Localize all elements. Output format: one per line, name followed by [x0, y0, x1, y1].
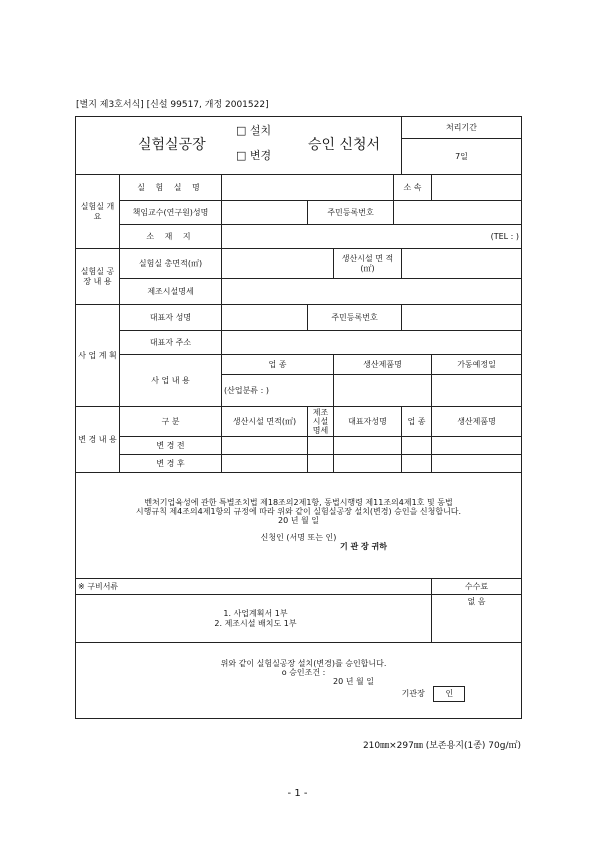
rep-address-field[interactable]	[222, 331, 522, 355]
industry-header: 업 종	[222, 355, 334, 375]
form-title: 실험실공장	[138, 137, 206, 153]
start-date-header: 가동예정일	[432, 355, 522, 375]
statement-line-1: 벤처기업육성에 관한 특별조치법 제18조의2제1항, 동법시행령 제11조의4제1호 및 동법	[144, 497, 453, 507]
location-label: 소 재 지	[120, 225, 222, 249]
business-content-label: 사 업 내 용	[120, 355, 222, 407]
change-area-header: 생산시설 면적(㎡)	[222, 407, 308, 437]
approval-condition: o 승인조건 :	[281, 667, 326, 677]
affiliation-label: 소 속	[394, 175, 432, 201]
fee-label: 수수료	[432, 579, 522, 595]
application-form	[75, 116, 522, 719]
approval-signoff	[88, 686, 509, 702]
after-industry-field[interactable]	[402, 455, 432, 473]
addressee: 기 관 장 귀하	[340, 542, 387, 552]
classification-label: (산업분류 : )	[224, 385, 269, 395]
document-item-1: 1. 사업계획서 1부	[223, 609, 288, 619]
documents-header: ※ 구비서류	[76, 579, 432, 595]
after-rep-field[interactable]	[334, 455, 402, 473]
rep-resident-no-label: 주민등록번호	[308, 305, 402, 331]
product-field[interactable]	[334, 375, 432, 407]
facility-detail-label: 제조시설명세	[120, 279, 222, 305]
section-overview: 실험실 개 요	[76, 175, 120, 249]
before-facility-field[interactable]	[308, 437, 334, 455]
product-header: 생산제품명	[334, 355, 432, 375]
before-change-label: 변 경 전	[120, 437, 222, 455]
rep-name-field[interactable]	[222, 305, 308, 331]
approval-section	[76, 643, 522, 719]
start-date-field[interactable]	[432, 375, 522, 407]
statement-line-2: 시행규칙 제4조의4제1항의 규정에 따라 위와 같이 실험실공장 설치(변경) 승인을 신청합니다.	[135, 506, 462, 516]
application-statement	[76, 473, 522, 579]
section-factory: 실험실 공 장 내 용	[76, 249, 120, 305]
form-title-tail: 승인 신청서	[308, 137, 381, 153]
change-facility-header: 제조시설명세	[308, 407, 334, 437]
rep-resident-no-field[interactable]	[402, 305, 522, 331]
documents-list	[76, 595, 432, 643]
approval-date: 20 년 월 일	[333, 677, 374, 687]
section-business: 사 업 계 획	[76, 305, 120, 407]
processing-period-label: 처리기간	[402, 117, 522, 139]
affiliation-field[interactable]	[432, 175, 522, 201]
professor-name-field[interactable]	[222, 201, 308, 225]
production-area-field[interactable]	[402, 249, 522, 279]
statement-date: 20 년 월 일	[278, 515, 319, 525]
form-header-note: [별지 제3호서식] [신설 99517, 개정 2001522]	[76, 100, 269, 110]
change-industry-header: 업 종	[402, 407, 432, 437]
production-area-label: 생산시설 면 적(㎡)	[334, 249, 402, 279]
page-number: - 1 -	[287, 788, 308, 799]
facility-detail-field[interactable]	[222, 279, 522, 305]
title-cell	[76, 117, 402, 175]
resident-no-field[interactable]	[394, 201, 522, 225]
approval-text: 위와 같이 실험실공장 설치(변경)를 승인합니다.	[220, 658, 387, 668]
industry-field[interactable]	[222, 375, 334, 407]
before-area-field[interactable]	[222, 437, 308, 455]
before-industry-field[interactable]	[402, 437, 432, 455]
after-area-field[interactable]	[222, 455, 308, 473]
before-rep-field[interactable]	[334, 437, 402, 455]
change-div-header: 구 분	[120, 407, 222, 437]
professor-name-label: 책임교수(연구원)성명	[120, 201, 222, 225]
after-change-label: 변 경 후	[120, 455, 222, 473]
lab-name-field[interactable]	[222, 175, 394, 201]
after-facility-field[interactable]	[308, 455, 334, 473]
resident-no-label: 주민등록번호	[308, 201, 394, 225]
applicant-signature: 신청인 (서명 또는 인)	[260, 533, 337, 543]
processing-period-value: 7일	[402, 139, 522, 175]
paper-spec: 210㎜×297㎜ (보존용지(1종) 70g/㎡)	[362, 741, 521, 751]
after-product-field[interactable]	[432, 455, 522, 473]
change-checkbox-label[interactable]: □ 변경	[236, 149, 272, 162]
tel-label: (TEL : )	[490, 231, 520, 241]
rep-name-label: 대표자 성명	[120, 305, 222, 331]
install-checkbox-label[interactable]: □ 설치	[236, 124, 272, 137]
lab-name-label: 실 험 실 명	[120, 175, 222, 201]
agency-head-label: 기관장	[401, 689, 425, 699]
location-field[interactable]	[222, 225, 522, 249]
before-product-field[interactable]	[432, 437, 522, 455]
total-area-label: 실험실 총면적(㎡)	[120, 249, 222, 279]
change-rep-header: 대표자성명	[334, 407, 402, 437]
rep-address-label: 대표자 주소	[120, 331, 222, 355]
section-change: 변 경 내 용	[76, 407, 120, 473]
fee-value: 없 음	[432, 595, 522, 643]
seal-box: 인	[433, 686, 465, 702]
change-product-header: 생산제품명	[432, 407, 522, 437]
document-item-2: 2. 제조시설 배치도 1부	[214, 618, 297, 628]
total-area-field[interactable]	[222, 249, 334, 279]
